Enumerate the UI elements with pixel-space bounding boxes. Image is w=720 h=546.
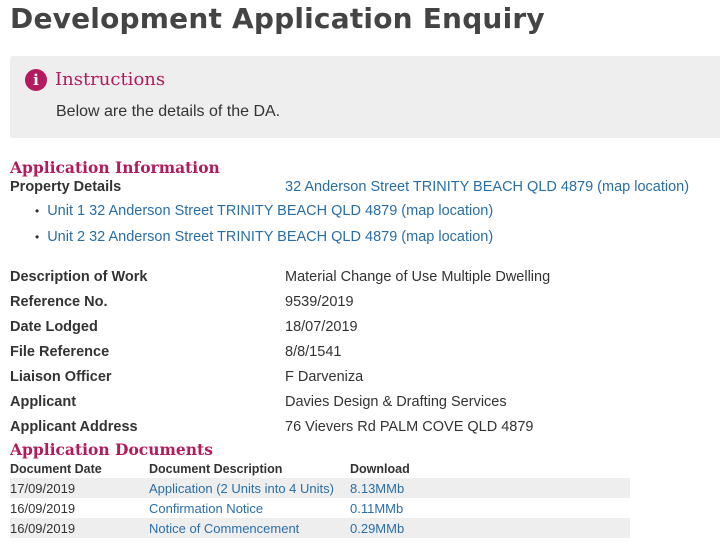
date-lodged-label: Date Lodged xyxy=(10,319,98,335)
column-header-date: Document Date xyxy=(10,462,102,476)
document-date: 16/09/2019 xyxy=(10,518,149,538)
application-documents-heading: Application Documents xyxy=(10,440,213,459)
page-title: Development Application Enquiry xyxy=(10,2,545,35)
document-description-link[interactable]: Notice of Commencement xyxy=(149,520,300,536)
property-details-value xyxy=(285,179,689,195)
document-download-link[interactable]: 0.11MMb xyxy=(350,500,404,516)
applicant-label: Applicant xyxy=(10,394,77,410)
documents-table xyxy=(10,460,630,538)
bullet-icon: • xyxy=(35,230,40,244)
instructions-panel xyxy=(10,56,720,138)
document-download-cell xyxy=(350,478,630,498)
table-row xyxy=(10,478,630,498)
description-of-work-value: Material Change of Use Multiple Dwelling xyxy=(285,269,551,285)
document-download-link[interactable]: 8.13MMb xyxy=(350,480,405,496)
property-main-link[interactable]: 32 Anderson Street TRINITY BEACH QLD 4879 (map location) xyxy=(285,179,690,195)
bullet-icon: • xyxy=(35,204,40,218)
file-reference-label: File Reference xyxy=(10,344,110,360)
sub-property-link[interactable]: Unit 1 32 Anderson Street TRINITY BEACH QLD 4879 (map location) xyxy=(47,203,494,219)
application-information-heading: Application Information xyxy=(10,158,220,177)
instructions-heading: Instructions xyxy=(55,69,166,90)
document-download-cell xyxy=(350,518,630,538)
document-download-cell xyxy=(350,498,630,518)
document-description-cell xyxy=(149,478,350,498)
list-item xyxy=(35,229,493,255)
date-lodged-value: 18/07/2019 xyxy=(285,319,358,335)
sub-property-list xyxy=(35,203,493,255)
table-row xyxy=(10,518,630,538)
column-header-description: Document Description xyxy=(149,462,283,476)
document-description-cell xyxy=(149,518,350,538)
applicant-value: Davies Design & Drafting Services xyxy=(285,394,507,410)
property-details-label: Property Details xyxy=(10,179,122,195)
document-description-cell xyxy=(149,498,350,518)
column-header-download: Download xyxy=(350,462,410,476)
document-description-link[interactable]: Confirmation Notice xyxy=(149,500,264,516)
liaison-officer-value: F Darveniza xyxy=(285,369,364,385)
table-row xyxy=(10,498,630,518)
list-item xyxy=(35,203,493,229)
instructions-text: Below are the details of the DA. xyxy=(56,103,281,120)
info-icon: i xyxy=(25,69,47,91)
document-download-link[interactable]: 0.29MMb xyxy=(350,520,405,536)
document-description-link[interactable]: Application (2 Units into 4 Units) xyxy=(149,480,334,496)
applicant-address-label: Applicant Address xyxy=(10,419,138,435)
liaison-officer-label: Liaison Officer xyxy=(10,369,112,385)
sub-property-link[interactable]: Unit 2 32 Anderson Street TRINITY BEACH QLD 4879 (map location) xyxy=(47,229,494,245)
document-date: 17/09/2019 xyxy=(10,478,149,498)
file-reference-value: 8/8/1541 xyxy=(285,344,342,360)
reference-no-value: 9539/2019 xyxy=(285,294,354,310)
document-date: 16/09/2019 xyxy=(10,500,76,516)
applicant-address-value: 76 Vievers Rd PALM COVE QLD 4879 xyxy=(285,419,534,435)
description-of-work-label: Description of Work xyxy=(10,269,148,285)
reference-no-label: Reference No. xyxy=(10,294,108,310)
table-header-row xyxy=(10,460,630,478)
